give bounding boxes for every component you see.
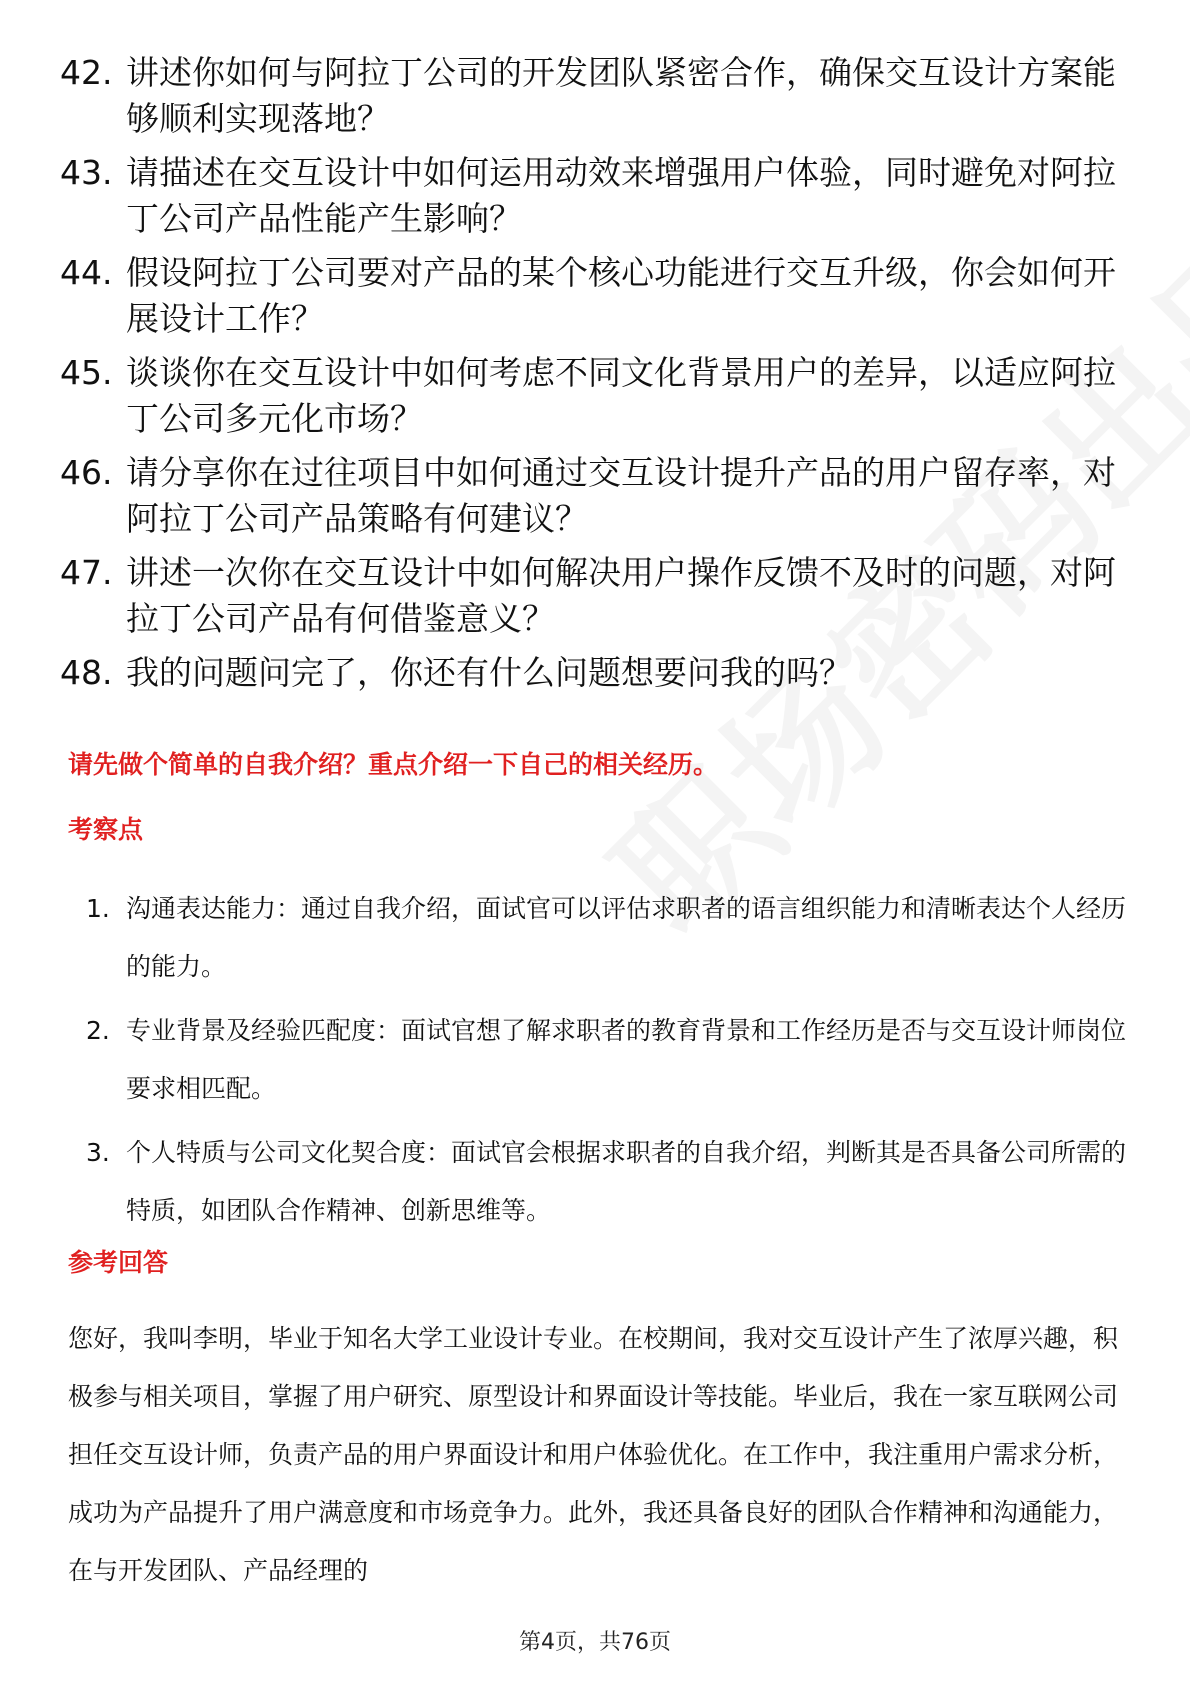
question-number: 42. — [60, 53, 113, 92]
exam-points-title: 考察点 — [68, 815, 144, 844]
question-item — [60, 550, 1140, 642]
question-list — [60, 50, 1140, 704]
question-number: 46. — [60, 453, 113, 492]
question-text: 讲述一次你在交互设计中如何解决用户操作反馈不及时的问题，对阿拉丁公司产品有何借鉴意义？ — [126, 553, 1116, 638]
question-number: 48. — [60, 653, 113, 692]
question-text: 谈谈你在交互设计中如何考虑不同文化背景用户的差异，以适应阿拉丁公司多元化市场？ — [126, 353, 1116, 438]
question-number: 45. — [60, 353, 113, 392]
page-footer: 第4页，共76页 — [519, 1630, 671, 1655]
question-item — [60, 50, 1140, 142]
exam-point-text: 沟通表达能力：通过自我介绍，面试官可以评估求职者的语言组织能力和清晰表达个人经历的能力。 — [126, 894, 1127, 981]
exam-point-item — [86, 1002, 1136, 1118]
exam-point-number: 3. — [86, 1138, 110, 1167]
exam-point-text: 专业背景及经验匹配度：面试官想了解求职者的教育背景和工作经历是否与交互设计师岗位要求相匹配。 — [126, 1016, 1127, 1103]
exam-point-text: 个人特质与公司文化契合度：面试官会根据求职者的自我介绍，判断其是否具备公司所需的特质，如团队合作精神、创新思维等。 — [126, 1138, 1127, 1225]
question-number: 44. — [60, 253, 113, 292]
exam-point-item — [86, 880, 1136, 996]
question-number: 47. — [60, 553, 113, 592]
question-text: 讲述你如何与阿拉丁公司的开发团队紧密合作，确保交互设计方案能够顺利实现落地？ — [126, 53, 1116, 138]
question-text: 我的问题问完了，你还有什么问题想要问我的吗？ — [126, 653, 852, 692]
exam-point-number: 2. — [86, 1016, 110, 1045]
reference-answer-title: 参考回答 — [68, 1248, 169, 1277]
exam-point-number: 1. — [86, 894, 110, 923]
question-text: 假设阿拉丁公司要对产品的某个核心功能进行交互升级，你会如何开展设计工作？ — [126, 253, 1116, 338]
question-item — [60, 350, 1140, 442]
reference-answer-text: 您好，我叫李明，毕业于知名大学工业设计专业。在校期间，我对交互设计产生了浓厚兴趣，积极参与相关项目，掌握了用户研究、原型设计和界面设计等技能。毕业后，我在一家互联网公司担任交互设计师，负责产品的用户界面设计和用户体验优化。在工作中，我注重用户需求分析，成功为产品提升了用户满意度和市场竞争力。此外，我还具备良好的团队合作精神和沟通能力，在与开发团队、产品经理的 — [68, 1324, 1119, 1585]
question-number: 43. — [60, 153, 113, 192]
intro-question-heading: 请先做个简单的自我介绍？重点介绍一下自己的相关经历。 — [68, 750, 719, 779]
question-text: 请描述在交互设计中如何运用动效来增强用户体验，同时避免对阿拉丁公司产品性能产生影响？ — [126, 153, 1116, 238]
question-text: 请分享你在过往项目中如何通过交互设计提升产品的用户留存率，对阿拉丁公司产品策略有何建议？ — [126, 453, 1116, 538]
exam-point-item — [86, 1124, 1136, 1240]
exam-points-list — [86, 880, 1136, 1246]
question-item — [60, 450, 1140, 542]
question-item — [60, 650, 1140, 696]
question-item — [60, 250, 1140, 342]
question-item — [60, 150, 1140, 242]
